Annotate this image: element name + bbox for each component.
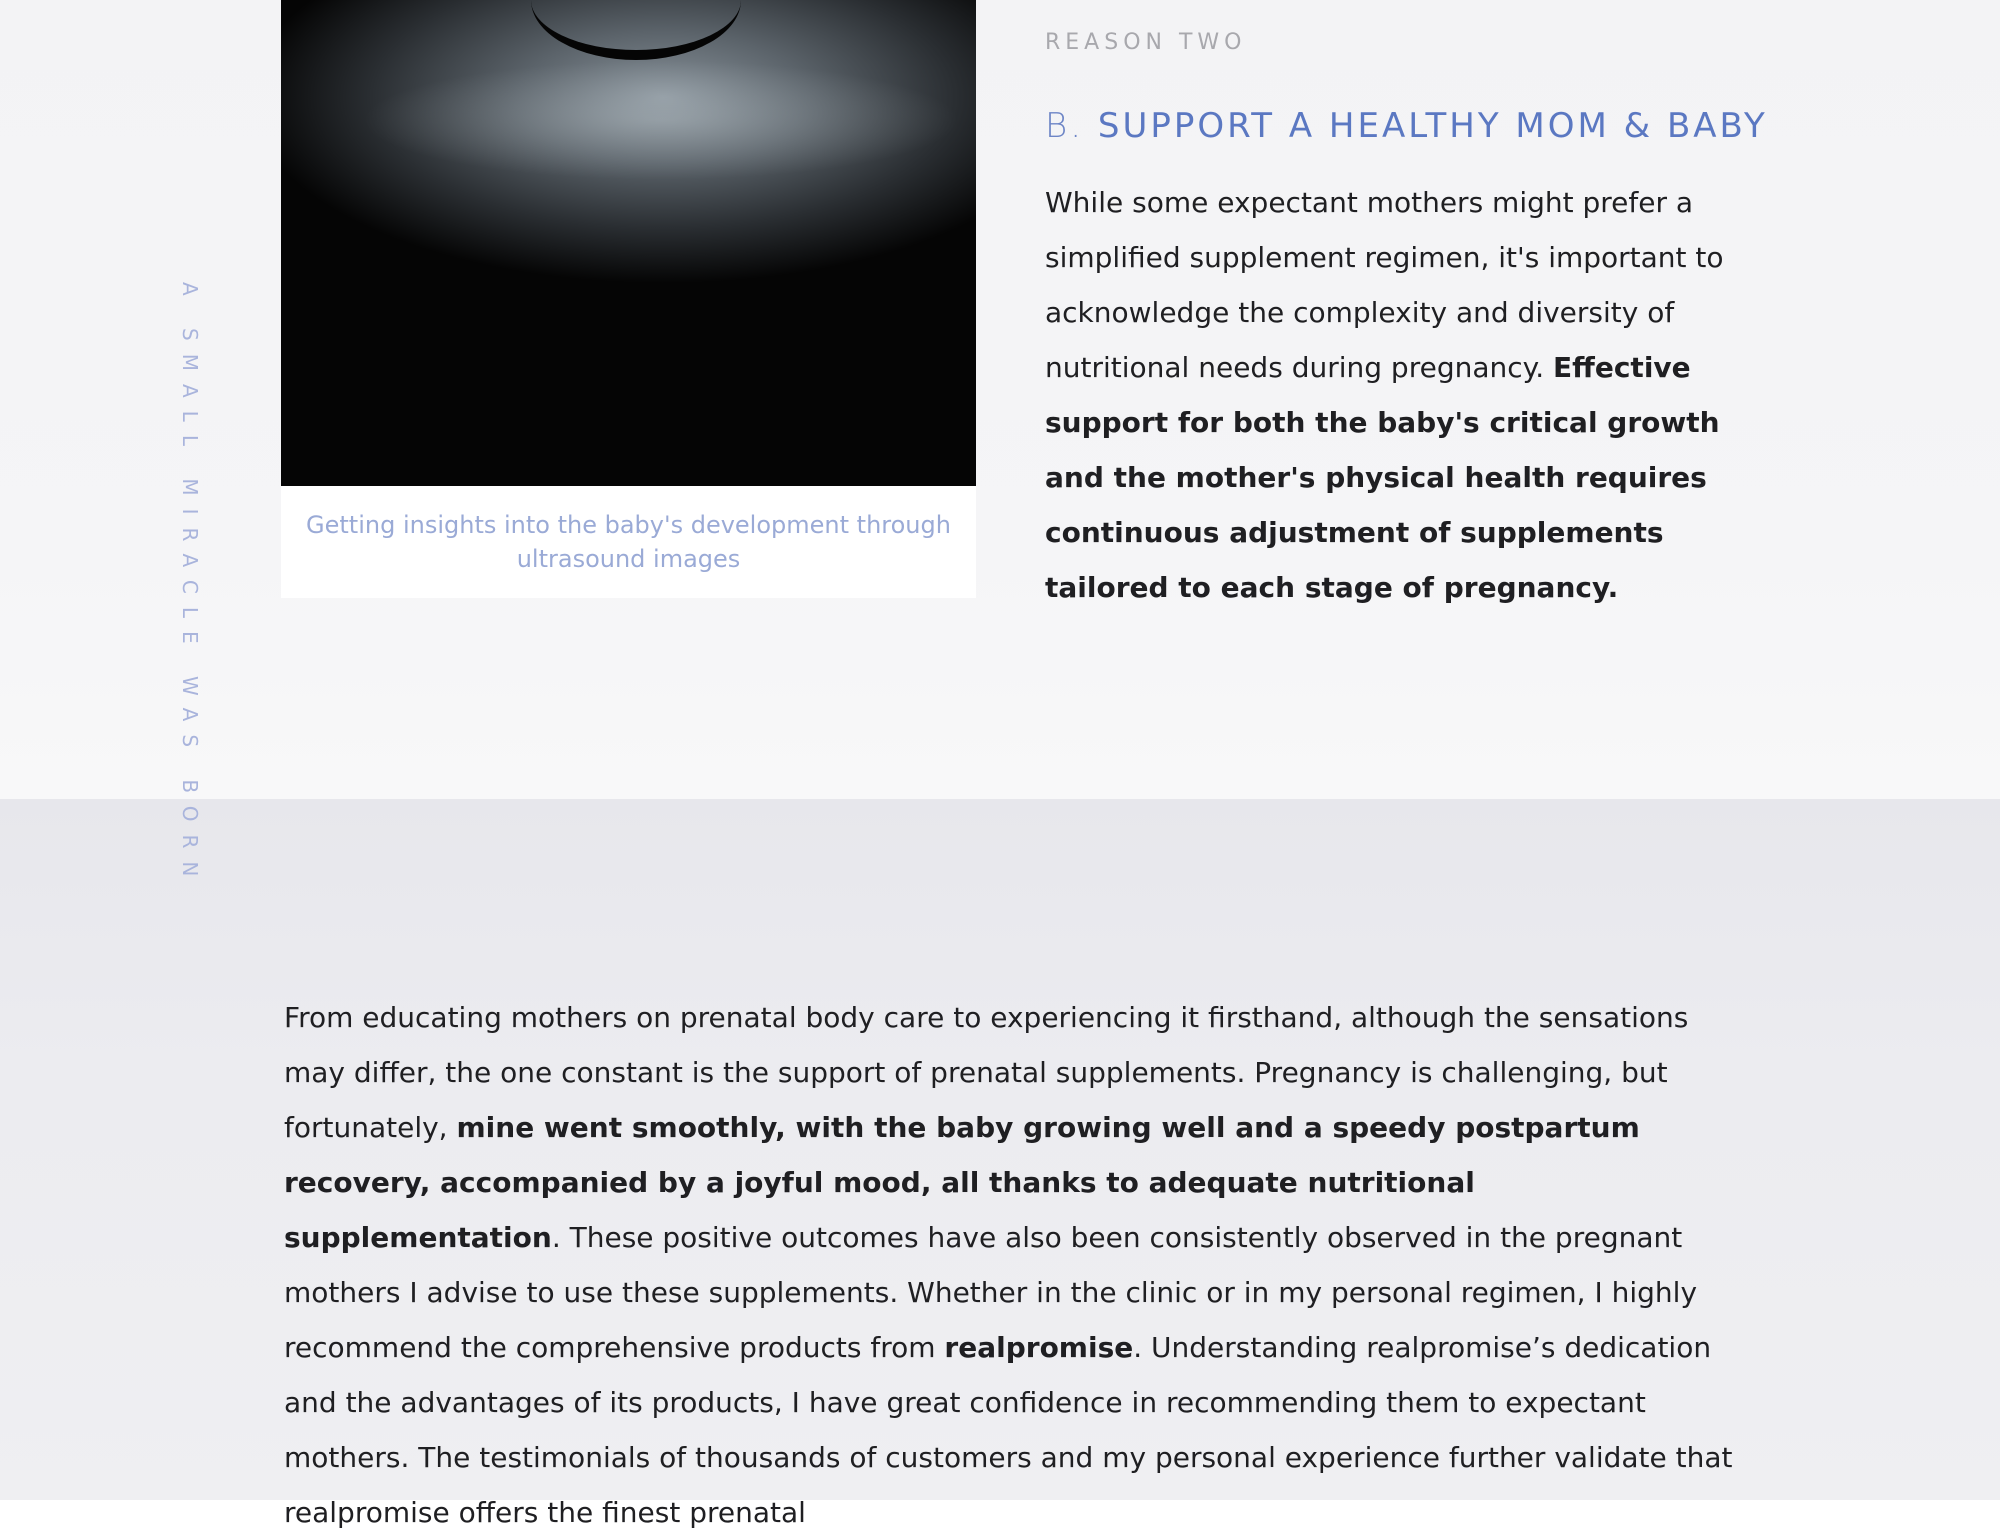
image-caption: Getting insights into the baby's development through ultrasound images [281,486,976,598]
reason-body [1045,175,1735,615]
reason-heading [1045,106,1768,146]
reason-body-text: While some expectant mothers might prefer a simplified supplement regimen, it's important to acknowledge the complexity and diversity of nutritional needs during pregnancy. [1045,186,1724,384]
vertical-section-label: A SMALL MIRACLE WAS BORN [178,282,202,890]
testimonial-emphasis: mine went smoothly, with the baby growing well and a speedy postpartum recovery, accompanied by a joyful mood, all thanks to adequate nutritional supplementation [284,1111,1640,1254]
reason-letter: B. [1045,106,1085,146]
ultrasound-image [281,0,976,486]
reason-body-emphasis: Effective support for both the baby's critical growth and the mother's physical health requires continuous adjustment of supplements tailored to each stage of pregnancy. [1045,351,1720,604]
testimonial-paragraph [284,990,1744,1540]
testimonial-text: . These positive outcomes have also been consistently observed in the pregnant mothers I advise to use these supplements. Whether in the clinic or in my personal regimen, I highly recommend the comprehensive products from [284,1221,1698,1364]
reason-title: SUPPORT A HEALTHY MOM & BABY [1097,106,1768,146]
testimonial-text: From educating mothers on prenatal body care to experiencing it firsthand, although the sensations may differ, the one constant is the support of prenatal supplements. Pregnancy is challenging, but fortunately, [284,1001,1689,1144]
brand-name: realpromise [944,1331,1134,1364]
testimonial-text: . Understanding realpromise’s dedication and the advantages of its products, I have great confidence in recommending them to expectant mothers. The testimonials of thousands of customers and my personal experience further validate that realpromise offers the finest prenatal [284,1331,1733,1529]
reason-eyebrow: REASON TWO [1045,30,1247,55]
